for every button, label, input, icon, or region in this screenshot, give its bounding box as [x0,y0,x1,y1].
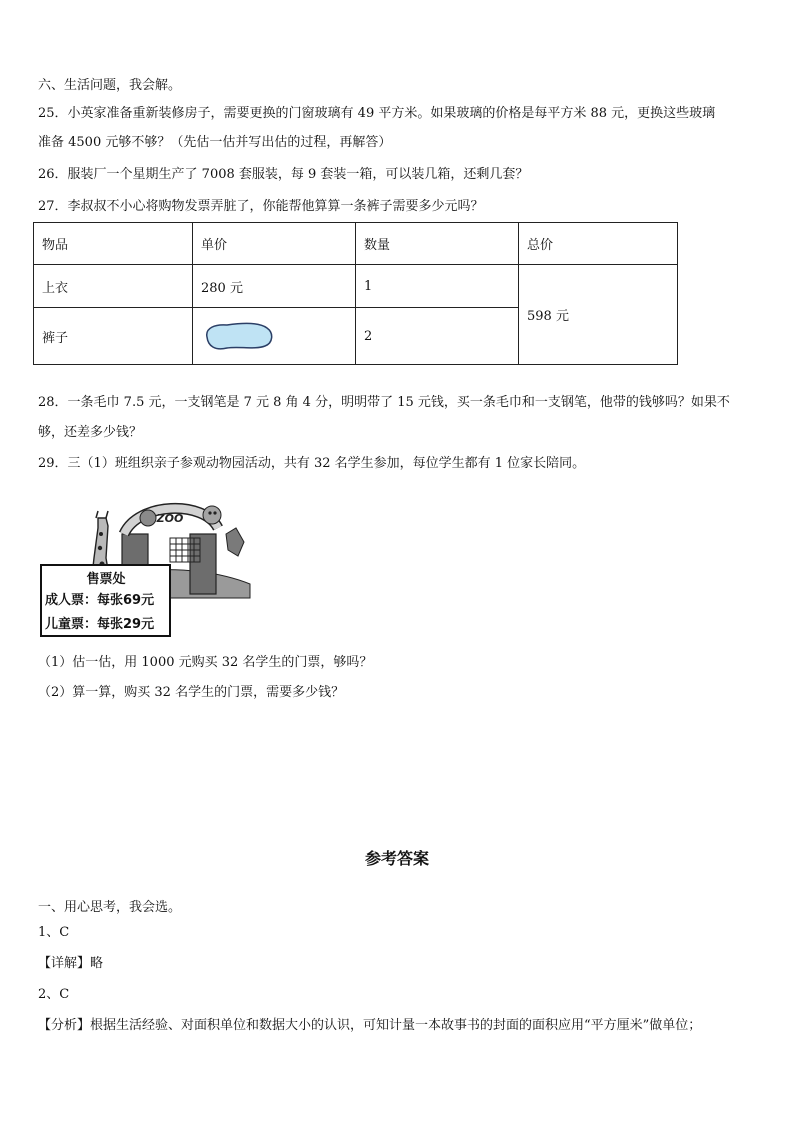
invoice-table [33,222,678,365]
question-28-line2: 够，还差多少钱？ [38,425,143,440]
ink-stain-icon [201,319,275,353]
question-26: 26．服装厂一个星期生产了 7008 套服装，每 9 套装一箱，可以装几箱，还剩几套？ [38,167,529,182]
question-25-line2: 准备 4500 元够不够？（先估一估并写出估的过程，再解答） [38,135,392,150]
header-price: 单价 [193,223,356,265]
adult-ticket-price: 成人票：每张69元 [45,593,155,608]
cell-item: 裤子 [34,308,193,365]
cell-item: 上衣 [34,265,193,308]
cell-quantity: 2 [356,308,519,365]
header-total: 总价 [519,223,678,265]
question-29-part2: （2）算一算，购买 32 名学生的门票，需要多少钱？ [38,685,345,700]
question-25-line1: 25．小英家准备重新装修房子，需要更换的门窗玻璃有 49 平方米。如果玻璃的价格是每平方米 88 元，更换这些玻璃 [38,106,716,121]
answer-2-analysis: 【分析】根据生活经验、对面积单位和数据大小的认识，可知计量一本故事书的封面的面积应用“平方厘米”做单位； [38,1018,702,1033]
header-quantity: 数量 [356,223,519,265]
ticket-office-title: 售票处 [86,572,126,587]
answer-1: 1、C [38,925,70,940]
cell-price-stain [193,308,356,365]
child-ticket-price: 儿童票：每张29元 [45,617,155,632]
cell-total: 598 元 [519,265,678,365]
table-header-row [34,223,678,265]
answer-2: 2、C [38,987,70,1002]
header-item: 物品 [34,223,193,265]
question-27: 27．李叔叔不小心将购物发票弄脏了，你能帮他算算一条裤子需要多少元吗？ [38,199,484,214]
question-28-line1: 28．一条毛巾 7.5 元，一支钢笔是 7 元 8 角 4 分，明明带了 15 元钱，买一条毛巾和一支钢笔，他带的钱够吗？如果不 [38,395,730,410]
answers-section-heading: 一、用心思考，我会选。 [38,900,182,915]
question-29-part1: （1）估一估，用 1000 元购买 32 名学生的门票，够吗？ [38,655,373,670]
answers-title: 参考答案 [364,849,429,868]
cell-quantity: 1 [356,265,519,308]
zoo-sign-text: ZOO [156,512,184,525]
answer-1-detail: 【详解】略 [38,956,104,971]
question-29: 29．三（1）班组织亲子参观动物园活动，共有 32 名学生参加，每位学生都有 1 位家长陪同。 [38,456,586,471]
table-row [34,265,678,308]
zoo-gate-icon [40,498,252,640]
section-heading: 六、生活问题，我会解。 [38,78,182,93]
cell-price: 280 元 [193,265,356,308]
zoo-ticket-illustration [40,498,252,640]
